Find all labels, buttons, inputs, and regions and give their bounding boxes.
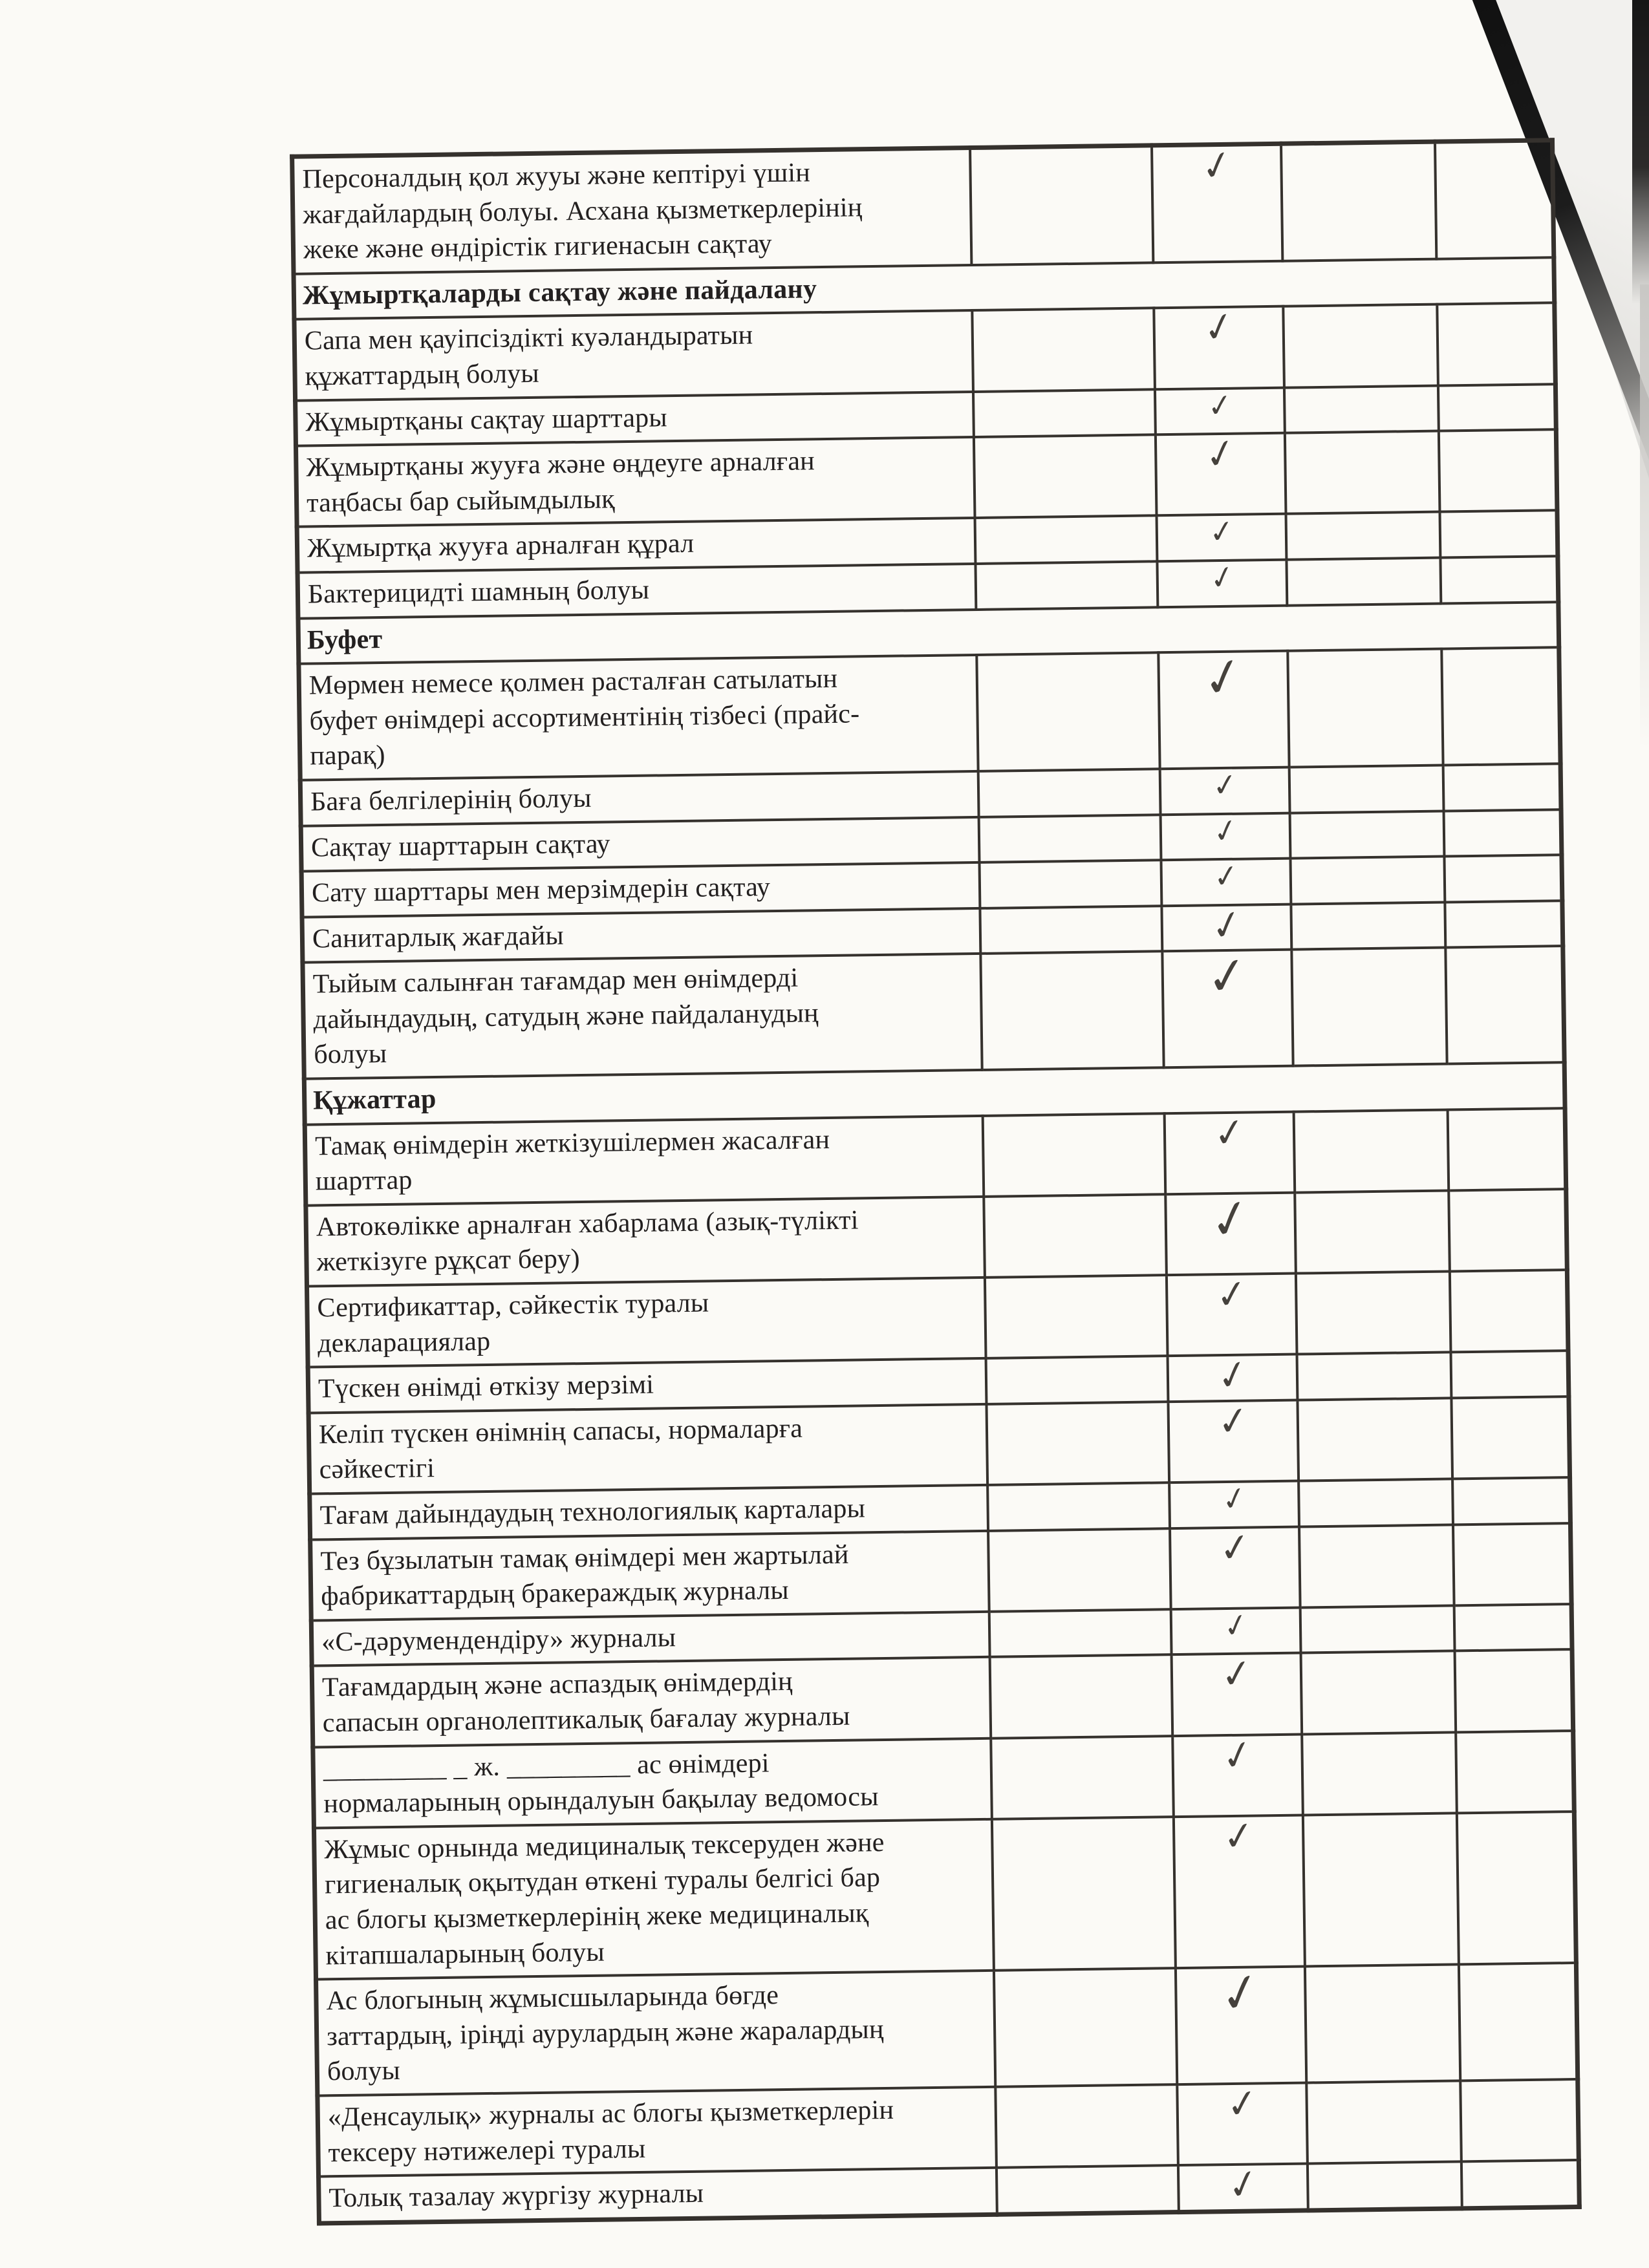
check-cell bbox=[1167, 1349, 1298, 1402]
check-cell bbox=[1164, 1107, 1295, 1194]
empty-cell bbox=[1291, 857, 1445, 904]
empty-cell bbox=[1448, 1108, 1566, 1191]
checkmark-icon: ✓ bbox=[1205, 385, 1234, 425]
check-cell bbox=[1167, 1269, 1297, 1356]
item-label: Автокөлікке арналған хабарлама (азық-түлікті жеткізуге рұқсат беру) bbox=[306, 1197, 985, 1287]
checkmark-icon: ✓ bbox=[1223, 2079, 1260, 2129]
empty-cell bbox=[1295, 1190, 1450, 1273]
empty-cell bbox=[1290, 811, 1445, 859]
empty-cell bbox=[1439, 429, 1557, 512]
item-label: Жұмыс орнында медициналық тексеруден және гигиеналық оқытудан өткені туралы белгісі бар ас блогы қызметкерлерінің жеке медициналық кітапшаларының болуы bbox=[314, 1819, 994, 1980]
checkmark-icon: ✓ bbox=[1201, 427, 1240, 480]
empty-cell bbox=[1292, 948, 1447, 1066]
empty-cell bbox=[1299, 1524, 1454, 1607]
empty-cell bbox=[1296, 1271, 1450, 1354]
page-edge-dark-strip bbox=[1632, 0, 1649, 304]
check-cell bbox=[1170, 1523, 1300, 1609]
empty-cell bbox=[1459, 1963, 1578, 2081]
empty-cell bbox=[1452, 1396, 1570, 1479]
empty-cell bbox=[972, 308, 1154, 392]
check-cell bbox=[1155, 387, 1286, 434]
empty-cell bbox=[991, 1736, 1173, 1819]
empty-cell bbox=[997, 2165, 1179, 2214]
section-label: Құжаттар bbox=[304, 1062, 1565, 1124]
item-label: Мөрмен немесе қолмен расталған сатылатын буфет өнімдері ассортиментінің тізбесі (прайс-парақ) bbox=[299, 655, 978, 780]
item-label: Сертификаттар, сәйкестік туралы декларациялар bbox=[307, 1278, 986, 1367]
checkmark-icon: ✓ bbox=[1207, 899, 1246, 952]
empty-cell bbox=[1450, 1270, 1568, 1353]
empty-cell bbox=[1457, 1812, 1576, 1965]
empty-cell bbox=[1437, 303, 1555, 386]
item-label: Сату шарттары мен мерзімдерін сақтау bbox=[301, 862, 980, 917]
checkmark-icon: ✓ bbox=[1220, 1604, 1251, 1646]
empty-cell bbox=[1446, 946, 1565, 1064]
check-cell bbox=[1161, 856, 1291, 906]
empty-cell bbox=[995, 2084, 1178, 2168]
empty-cell bbox=[976, 652, 1159, 771]
empty-cell bbox=[992, 1817, 1176, 1971]
empty-cell bbox=[1445, 855, 1562, 902]
checkmark-icon: ✓ bbox=[1210, 765, 1240, 805]
checklist-table bbox=[290, 138, 1582, 2225]
check-cell bbox=[1168, 1396, 1299, 1482]
check-cell bbox=[1154, 301, 1284, 389]
section-label: Буфет bbox=[298, 602, 1559, 664]
checkmark-icon: ✓ bbox=[1205, 1184, 1256, 1254]
check-cell bbox=[1174, 1811, 1306, 1968]
empty-cell bbox=[989, 1609, 1172, 1657]
checkmark-icon: ✓ bbox=[1203, 943, 1251, 1009]
item-label: Келіп түскен өнімнің сапасы, нормаларға сәйкестігі bbox=[308, 1404, 987, 1494]
check-cell bbox=[1152, 139, 1283, 262]
empty-cell bbox=[1294, 1109, 1449, 1192]
empty-cell bbox=[975, 516, 1158, 564]
empty-cell bbox=[979, 815, 1161, 862]
empty-cell bbox=[1285, 431, 1439, 514]
empty-cell bbox=[1291, 902, 1446, 950]
empty-cell bbox=[1451, 1351, 1569, 1398]
empty-cell bbox=[1454, 1604, 1572, 1651]
empty-cell bbox=[970, 145, 1153, 265]
empty-cell bbox=[1460, 2079, 1579, 2162]
check-cell bbox=[1172, 1728, 1303, 1817]
empty-cell bbox=[1308, 2161, 1462, 2210]
item-label: «Денсаулық» журналы ас блогы қызметкерлерін тексеру нәтижелері туралы bbox=[318, 2087, 997, 2177]
empty-cell bbox=[990, 1655, 1172, 1738]
item-label: Ас блогының жұмысшыларында бөгде заттардың, іріңді аурулардың және жаралардың болуы bbox=[316, 1971, 996, 2095]
empty-cell bbox=[980, 952, 1163, 1070]
check-cell bbox=[1160, 809, 1291, 860]
check-cell bbox=[1159, 767, 1290, 815]
check-cell bbox=[1157, 556, 1288, 607]
empty-cell bbox=[976, 561, 1158, 609]
item-label: Жұмыртқаны жууға және өңдеуге арналған таңбасы бар сыйымдылық bbox=[296, 437, 975, 527]
empty-cell bbox=[1284, 385, 1439, 433]
check-cell bbox=[1178, 2158, 1309, 2212]
check-cell bbox=[1176, 1958, 1307, 2084]
check-cell bbox=[1177, 2079, 1308, 2165]
empty-cell bbox=[1440, 511, 1558, 558]
item-label: Жұмыртқаны сақтау шарттары bbox=[296, 392, 974, 446]
empty-cell bbox=[1452, 1477, 1570, 1524]
check-cell bbox=[1158, 643, 1289, 769]
checkmark-icon: ✓ bbox=[1220, 1811, 1257, 1861]
empty-cell bbox=[1438, 384, 1556, 431]
empty-cell bbox=[1298, 1398, 1452, 1481]
empty-cell bbox=[974, 434, 1156, 518]
table-row bbox=[316, 1963, 1578, 2095]
empty-cell bbox=[987, 1402, 1169, 1485]
item-label: Тағам дайындаудың технологиялық карталары bbox=[310, 1485, 988, 1539]
empty-cell bbox=[1300, 1605, 1455, 1653]
empty-cell bbox=[987, 1482, 1170, 1530]
checkmark-icon: ✓ bbox=[1207, 556, 1238, 599]
table-row bbox=[299, 647, 1560, 780]
item-label: Сақтау шарттарын сақтау bbox=[301, 817, 979, 871]
check-cell bbox=[1162, 943, 1293, 1067]
empty-cell bbox=[1301, 1651, 1456, 1734]
item-label: Тыйым салынған тағамдар мен өнімдерді дайындаудың, сатудың және пайдаланудың болуы bbox=[303, 954, 982, 1078]
empty-cell bbox=[986, 1356, 1169, 1404]
empty-cell bbox=[1288, 649, 1443, 767]
empty-cell bbox=[1441, 556, 1558, 603]
checkmark-icon: ✓ bbox=[1218, 1477, 1250, 1520]
checkmark-icon: ✓ bbox=[1213, 1349, 1252, 1402]
checkmark-icon: ✓ bbox=[1198, 643, 1249, 712]
empty-cell bbox=[1449, 1189, 1567, 1272]
empty-cell bbox=[1284, 305, 1438, 387]
checkmark-icon: ✓ bbox=[1213, 1269, 1250, 1320]
checkmark-icon: ✓ bbox=[1218, 1649, 1255, 1699]
item-label: Бактерицидті шамның болуы bbox=[297, 564, 976, 618]
check-cell bbox=[1171, 1649, 1302, 1736]
empty-cell bbox=[1287, 557, 1441, 605]
empty-cell bbox=[1281, 142, 1436, 261]
empty-cell bbox=[1456, 1731, 1574, 1813]
item-label: _________ _ ж. _________ ас өнімдері нормаларының орындалуын бақылау ведомосы bbox=[313, 1738, 992, 1828]
empty-cell bbox=[1441, 647, 1560, 765]
checkmark-icon: ✓ bbox=[1216, 1523, 1253, 1572]
empty-cell bbox=[980, 906, 1163, 954]
empty-cell bbox=[1303, 1813, 1459, 1966]
checkmark-icon: ✓ bbox=[1215, 1396, 1251, 1446]
item-label: Сапа мен қауіпсіздікті куәландыратын құжаттардың болуы bbox=[294, 310, 973, 400]
item-label: Персоналдың қол жууы және кептіруі үшін жағдайлардың болуы. Асхана қызметкерлерінің жеке және өндірістік гигиенасын сақтау bbox=[292, 148, 972, 274]
empty-cell bbox=[1444, 809, 1562, 857]
empty-cell bbox=[978, 769, 1161, 817]
empty-cell bbox=[1302, 1732, 1457, 1815]
empty-cell bbox=[1453, 1523, 1571, 1606]
empty-cell bbox=[983, 1113, 1165, 1197]
checkmark-icon: ✓ bbox=[1210, 809, 1241, 851]
checkmark-icon: ✓ bbox=[1207, 511, 1236, 551]
page-edge-soft-strip bbox=[1640, 284, 1649, 750]
checkmark-icon: ✓ bbox=[1197, 139, 1236, 192]
item-label: Жұмыртқа жууға арналған құрал bbox=[297, 518, 975, 572]
check-cell bbox=[1170, 1604, 1301, 1654]
empty-cell bbox=[984, 1194, 1166, 1278]
item-label: Түскен өнімді өткізу мерзімі bbox=[308, 1358, 986, 1413]
empty-cell bbox=[988, 1528, 1170, 1612]
empty-cell bbox=[1286, 512, 1441, 560]
empty-cell bbox=[994, 1968, 1177, 2086]
item-label: Толық тазалау жүргізу журналы bbox=[319, 2168, 997, 2223]
empty-cell bbox=[1445, 901, 1563, 948]
checkmark-icon: ✓ bbox=[1211, 1107, 1247, 1157]
checkmark-icon: ✓ bbox=[1215, 1958, 1266, 2027]
table-row bbox=[314, 1812, 1576, 1980]
checkmark-icon: ✓ bbox=[1218, 1728, 1257, 1781]
empty-cell bbox=[1305, 1965, 1460, 2083]
checklist-body bbox=[292, 140, 1580, 2223]
checklist-table-wrap bbox=[290, 138, 1582, 2225]
checkmark-icon: ✓ bbox=[1223, 2158, 1263, 2211]
empty-cell bbox=[1461, 2160, 1579, 2208]
empty-cell bbox=[1299, 1479, 1454, 1526]
empty-cell bbox=[1307, 2081, 1461, 2163]
check-cell bbox=[1156, 427, 1286, 516]
item-label: Тамақ өнімдерін жеткізушілермен жасалған шарттар bbox=[305, 1116, 984, 1206]
item-label: Тез бұзылатын тамақ өнімдері мен жартылай фабрикаттардың бракераждық журналы bbox=[310, 1530, 989, 1620]
check-cell bbox=[1161, 899, 1292, 952]
item-label: Тағамдардың және аспаздық өнімдердің сапасын органолептикалық бағалау журналы bbox=[312, 1657, 991, 1747]
empty-cell bbox=[1297, 1353, 1452, 1400]
item-label: «С-дәрумендендіру» журналы bbox=[311, 1612, 989, 1666]
empty-cell bbox=[973, 389, 1156, 437]
checkmark-icon: ✓ bbox=[1200, 301, 1238, 354]
empty-cell bbox=[1289, 765, 1444, 813]
check-cell bbox=[1169, 1477, 1300, 1528]
empty-cell bbox=[985, 1275, 1167, 1358]
section-label: Жұмыртқаларды сақтау және пайдалану bbox=[294, 257, 1555, 319]
empty-cell bbox=[1443, 764, 1561, 811]
item-label: Баға белгілерінің болуы bbox=[300, 771, 978, 826]
check-cell bbox=[1156, 511, 1287, 561]
empty-cell bbox=[1435, 140, 1554, 259]
check-cell bbox=[1165, 1184, 1296, 1275]
empty-cell bbox=[1455, 1649, 1573, 1732]
checkmark-icon: ✓ bbox=[1211, 856, 1241, 896]
table-row bbox=[292, 140, 1554, 274]
empty-cell bbox=[980, 860, 1162, 908]
item-label: Санитарлық жағдайы bbox=[302, 908, 980, 963]
table-row bbox=[303, 946, 1564, 1078]
